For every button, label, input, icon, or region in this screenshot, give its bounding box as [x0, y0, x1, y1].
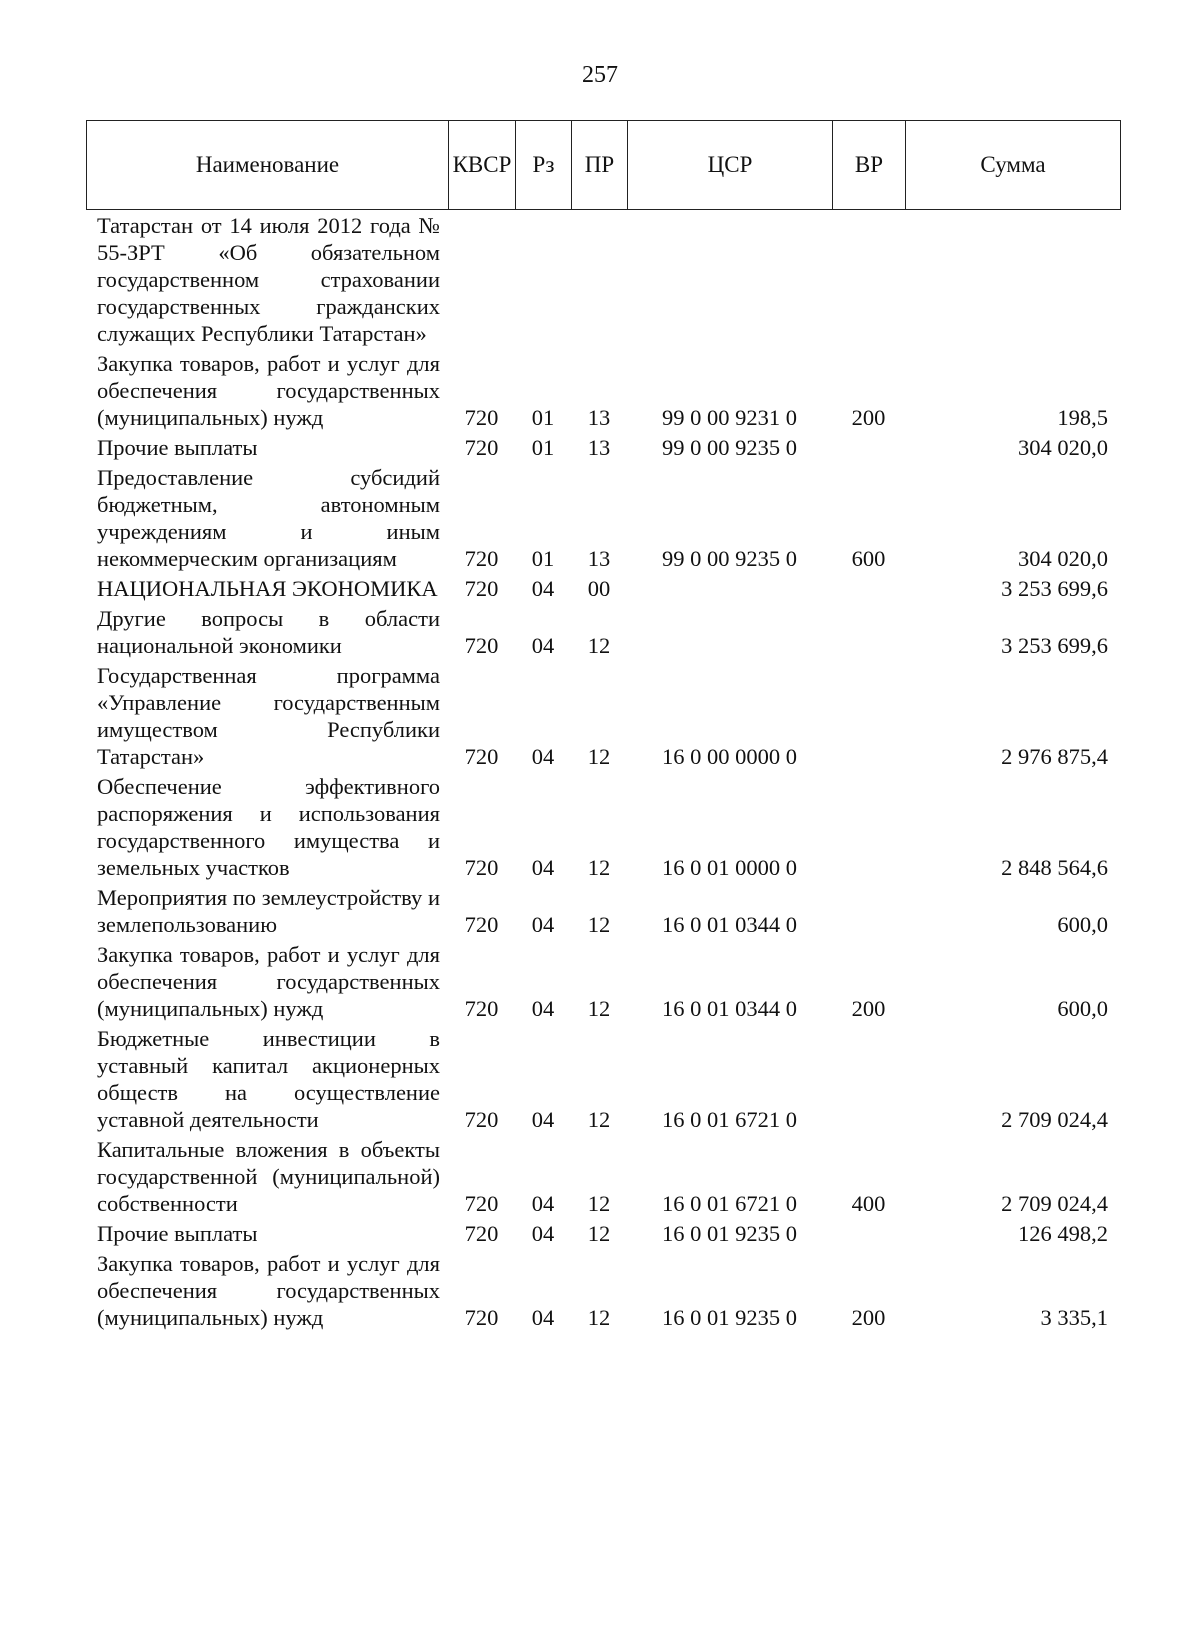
row-rz-cell: 04 — [531, 996, 555, 1021]
row-name-cell: Закупка товаров, работ и услуг для обеспечения государственных (муниципальных) нужд — [97, 942, 440, 1021]
table-row — [86, 434, 1120, 464]
table-row — [86, 575, 1120, 605]
page-number: 257 — [582, 62, 618, 88]
row-vr-cell: 200 — [851, 996, 886, 1021]
row-sum-cell: 3 335,1 — [1040, 1305, 1108, 1330]
table-header — [86, 120, 1121, 210]
table-row — [86, 1220, 1120, 1250]
row-name-cell: Бюджетные инвестиции в уставный капитал акционерных обществ на осуществление уставной деятельности — [97, 1026, 440, 1132]
row-rz-cell: 04 — [531, 1107, 555, 1132]
row-name-cell: Обеспечение эффективного распоряжения и использования государственного имущества и земельных участков — [97, 774, 440, 880]
row-kvsr-cell: 720 — [464, 1305, 499, 1330]
row-vr-cell — [832, 212, 905, 350]
row-pr-cell: 12 — [587, 996, 611, 1021]
row-vr-cell — [832, 1220, 905, 1250]
row-name-cell: Прочие выплаты — [97, 1221, 258, 1246]
row-pr-cell: 13 — [587, 435, 611, 460]
row-csr-cell: 16 0 01 0344 0 — [662, 996, 797, 1021]
row-vr-cell — [832, 434, 905, 464]
row-sum-cell — [905, 212, 1120, 350]
row-name-cell: Татарстан от 14 июля 2012 года № 55-ЗРТ «Об обязательном государственном страховании государственных гражданских служащих Республики Татарстан» — [97, 213, 440, 346]
row-pr-cell: 12 — [587, 744, 611, 769]
budget-table — [86, 212, 1120, 1334]
row-sum-cell: 600,0 — [1057, 912, 1108, 937]
row-rz-cell: 04 — [531, 1305, 555, 1330]
row-sum-cell: 2 709 024,4 — [1001, 1107, 1108, 1132]
table-row — [86, 212, 1120, 350]
row-csr-cell: 16 0 00 0000 0 — [662, 744, 797, 769]
row-pr-cell: 13 — [587, 546, 611, 571]
row-pr-cell: 12 — [587, 1305, 611, 1330]
row-sum-cell: 304 020,0 — [1018, 546, 1108, 571]
row-kvsr-cell: 720 — [464, 912, 499, 937]
column-header-kvsr: КВСР — [449, 121, 516, 210]
row-csr-cell: 16 0 01 6721 0 — [662, 1107, 797, 1132]
row-vr-cell: 200 — [851, 405, 886, 430]
row-pr-cell: 13 — [587, 405, 611, 430]
row-rz-cell: 01 — [531, 405, 555, 430]
row-rz-cell: 04 — [531, 633, 555, 658]
row-sum-cell: 126 498,2 — [1018, 1221, 1108, 1246]
row-kvsr-cell: 720 — [464, 996, 499, 1021]
row-vr-cell: 200 — [851, 1305, 886, 1330]
row-rz-cell: 04 — [531, 744, 555, 769]
row-kvsr-cell: 720 — [464, 1221, 499, 1246]
row-name-cell: Предоставление субсидий бюджетным, автономным учреждениям и иным некоммерческим организациям — [97, 465, 440, 571]
row-vr-cell — [832, 662, 905, 773]
column-header-vr: ВР — [833, 121, 906, 210]
row-rz-cell: 04 — [531, 1191, 555, 1216]
row-sum-cell: 304 020,0 — [1018, 435, 1108, 460]
row-name-cell: Другие вопросы в области национальной экономики — [97, 606, 440, 658]
row-name-cell: Закупка товаров, работ и услуг для обеспечения государственных (муниципальных) нужд — [97, 1251, 440, 1330]
row-pr-cell: 12 — [587, 912, 611, 937]
row-sum-cell: 2 709 024,4 — [1001, 1191, 1108, 1216]
table-row — [86, 662, 1120, 773]
table-row — [86, 1250, 1120, 1334]
table-row — [86, 884, 1120, 941]
row-vr-cell — [832, 1025, 905, 1136]
row-csr-cell: 16 0 01 0000 0 — [662, 855, 797, 880]
column-header-sum: Сумма — [906, 121, 1121, 210]
table-row — [86, 941, 1120, 1025]
row-csr-cell: 16 0 01 9235 0 — [662, 1221, 797, 1246]
row-csr-cell — [627, 575, 832, 605]
row-kvsr-cell: 720 — [464, 576, 499, 601]
row-sum-cell: 2 848 564,6 — [1001, 855, 1108, 880]
row-sum-cell: 198,5 — [1057, 405, 1108, 430]
row-pr-cell: 00 — [587, 576, 611, 601]
row-kvsr-cell: 720 — [464, 546, 499, 571]
row-name-cell: Прочие выплаты — [97, 435, 258, 460]
column-header-pr: ПР — [572, 121, 628, 210]
row-csr-cell: 16 0 01 0344 0 — [662, 912, 797, 937]
row-rz-cell: 01 — [531, 546, 555, 571]
row-kvsr-cell: 720 — [464, 1191, 499, 1216]
row-rz-cell: 01 — [531, 435, 555, 460]
row-kvsr-cell: 720 — [464, 633, 499, 658]
row-csr-cell — [627, 212, 832, 350]
column-header-name: Наименование — [87, 121, 449, 210]
row-vr-cell — [832, 605, 905, 662]
row-kvsr-cell: 720 — [464, 1107, 499, 1132]
row-kvsr-cell: 720 — [464, 405, 499, 430]
row-rz-cell: 04 — [531, 1221, 555, 1246]
row-csr-cell: 99 0 00 9235 0 — [662, 546, 797, 571]
table-body — [86, 212, 1120, 1334]
row-name-cell: Государственная программа «Управление государственным имуществом Республики Татарстан» — [97, 663, 440, 769]
table-row — [86, 605, 1120, 662]
row-pr-cell: 12 — [587, 633, 611, 658]
row-name-cell: НАЦИОНАЛЬНАЯ ЭКОНОМИКА — [97, 576, 438, 601]
table-row — [86, 464, 1120, 575]
row-vr-cell: 600 — [851, 546, 886, 571]
row-vr-cell — [832, 575, 905, 605]
row-pr-cell: 12 — [587, 1191, 611, 1216]
row-vr-cell: 400 — [851, 1191, 886, 1216]
row-rz-cell: 04 — [531, 912, 555, 937]
row-csr-cell — [627, 605, 832, 662]
row-rz-cell — [515, 212, 571, 350]
row-name-cell: Мероприятия по землеустройству и землепользованию — [97, 885, 440, 937]
row-csr-cell: 16 0 01 6721 0 — [662, 1191, 797, 1216]
table-row — [86, 350, 1120, 434]
row-sum-cell: 3 253 699,6 — [1001, 633, 1108, 658]
table-row — [86, 1025, 1120, 1136]
row-kvsr-cell: 720 — [464, 744, 499, 769]
row-csr-cell: 99 0 00 9235 0 — [662, 435, 797, 460]
column-header-csr: ЦСР — [628, 121, 833, 210]
row-pr-cell: 12 — [587, 1107, 611, 1132]
row-pr-cell: 12 — [587, 1221, 611, 1246]
row-csr-cell: 99 0 00 9231 0 — [662, 405, 797, 430]
row-name-cell: Капитальные вложения в объекты государственной (муниципальной) собственности — [97, 1137, 440, 1216]
row-sum-cell: 2 976 875,4 — [1001, 744, 1108, 769]
row-vr-cell — [832, 773, 905, 884]
table-row — [86, 773, 1120, 884]
row-pr-cell — [571, 212, 627, 350]
row-pr-cell: 12 — [587, 855, 611, 880]
row-rz-cell: 04 — [531, 576, 555, 601]
row-sum-cell: 3 253 699,6 — [1001, 576, 1108, 601]
row-kvsr-cell: 720 — [464, 855, 499, 880]
row-sum-cell: 600,0 — [1057, 996, 1108, 1021]
row-kvsr-cell: 720 — [464, 435, 499, 460]
row-kvsr-cell — [448, 212, 515, 350]
column-header-rz: Рз — [516, 121, 572, 210]
table-row — [86, 1136, 1120, 1220]
row-csr-cell: 16 0 01 9235 0 — [662, 1305, 797, 1330]
row-name-cell: Закупка товаров, работ и услуг для обеспечения государственных (муниципальных) нужд — [97, 351, 440, 430]
row-rz-cell: 04 — [531, 855, 555, 880]
row-vr-cell — [832, 884, 905, 941]
